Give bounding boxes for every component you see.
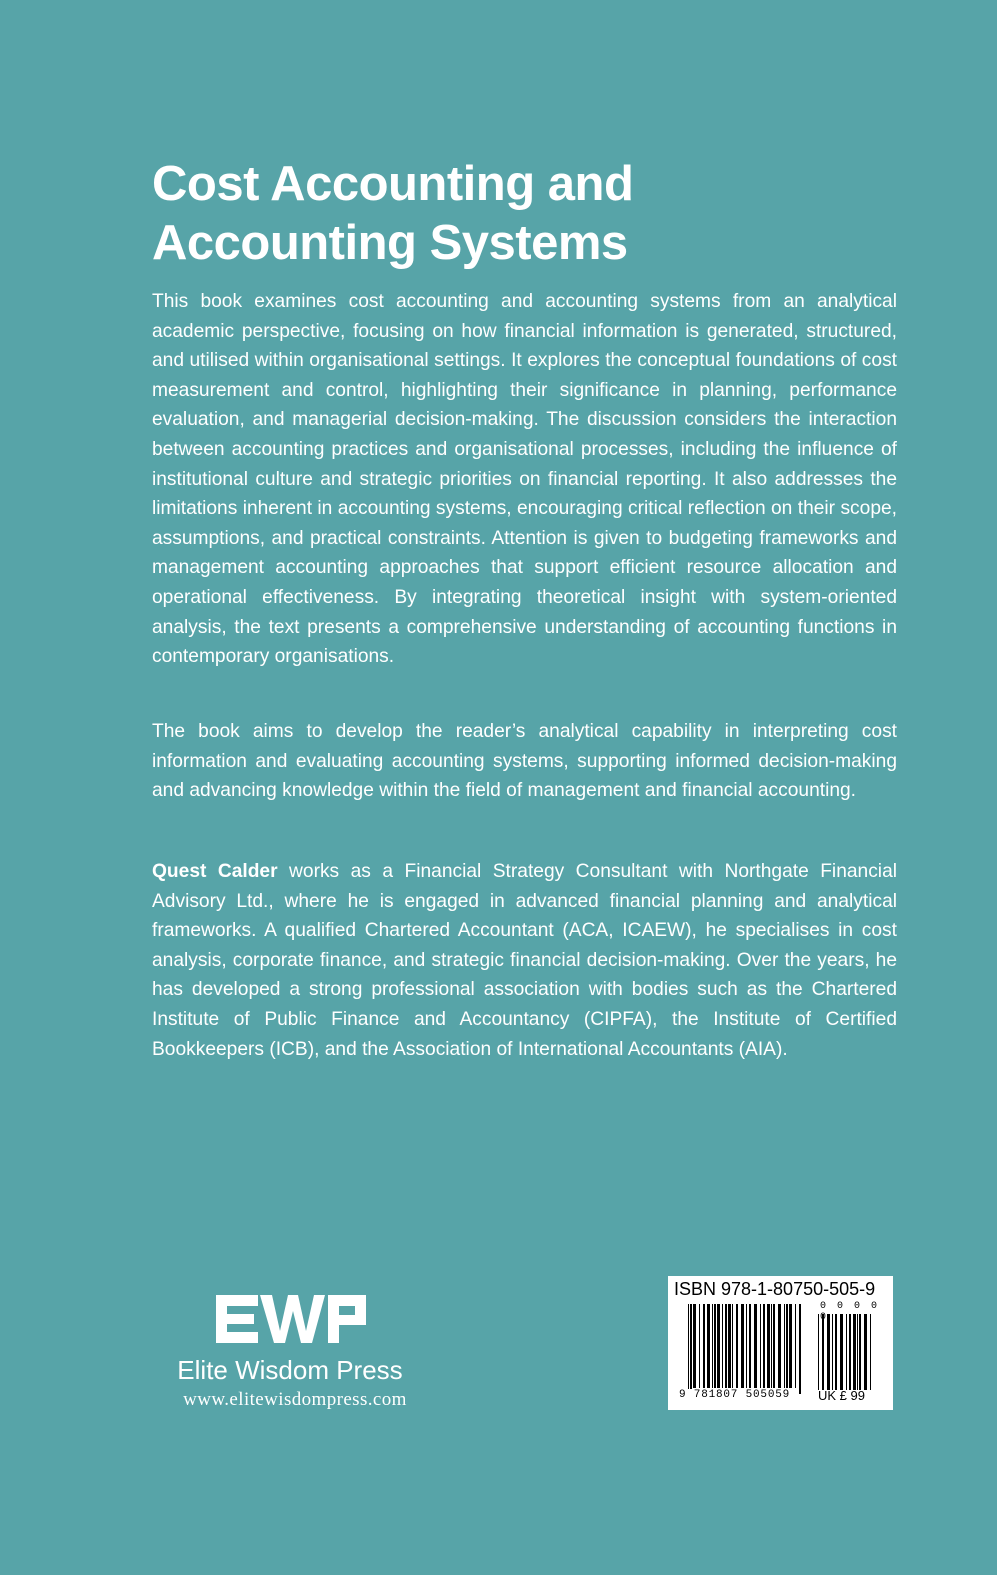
barcode-bar xyxy=(832,1314,833,1390)
barcode-bar xyxy=(795,1304,796,1388)
book-title-line-2: Accounting Systems xyxy=(152,216,628,270)
barcode-bar xyxy=(746,1304,747,1388)
addon-barcode xyxy=(818,1314,871,1390)
barcode-bar xyxy=(725,1304,727,1388)
barcode-bar xyxy=(818,1314,819,1390)
barcode-bar xyxy=(859,1314,861,1390)
barcode-bar xyxy=(714,1304,716,1388)
barcode-bar xyxy=(864,1314,867,1390)
barcode-bar xyxy=(773,1304,775,1388)
barcode-bar xyxy=(846,1314,847,1390)
barcode-addon-digits: 0 0 0 0 0 xyxy=(820,1301,880,1323)
barcode-bar xyxy=(857,1314,858,1390)
barcode-bar xyxy=(712,1304,713,1388)
barcode-bar xyxy=(707,1304,710,1388)
barcode-bar xyxy=(799,1304,801,1394)
barcode-bar xyxy=(853,1314,856,1390)
description-paragraph-2: The book aims to develop the reader’s analytical capability in interpreting cost information and evaluating accounting systems, supporting informed decision-making and advancing knowledge within the field of management and financial accounting. xyxy=(152,721,897,802)
barcode-bar xyxy=(717,1304,720,1388)
publisher-logo xyxy=(150,1293,440,1423)
barcode-bar xyxy=(749,1304,751,1388)
barcode-bar xyxy=(741,1304,744,1388)
barcode-bar xyxy=(690,1304,692,1394)
barcode-bar xyxy=(699,1304,700,1388)
barcode-bar xyxy=(760,1304,761,1388)
book-title xyxy=(152,155,912,273)
barcode-bar xyxy=(728,1304,731,1388)
description-paragraph-1: This book examines cost accounting and accounting systems from an analytical academic perspective, focusing on how financial information is generated, structured, and utilised within organisational settings. It explores the conceptual foundations of cost measurement and control, highlighting their significance in planning, performance evaluation, and managerial decision-making. The discussion considers the interaction between accounting practices and organisational processes, including the influence of institutional culture and strategic priorities on financial reporting. It also addresses the limitations inherent in accounting systems, encouraging critical reflection on their scope, assumptions, and practical constraints. Attention is given to budgeting frameworks and management accounting approaches that support efficient resource allocation and operational effectiveness. By integrating theoretical insight with system-oriented analysis, the text presents a comprehensive understanding of accounting functions in contemporary organisations. xyxy=(152,291,897,668)
barcode-bar xyxy=(722,1304,723,1388)
barcode-bar xyxy=(767,1304,770,1388)
barcode-bar xyxy=(703,1304,705,1388)
book-title-line-1: Cost Accounting and xyxy=(152,157,634,211)
barcode-bar xyxy=(778,1304,781,1388)
isbn-barcode xyxy=(668,1276,893,1410)
barcode-bar xyxy=(840,1314,843,1390)
publisher-url: www.elitewisdompress.com xyxy=(183,1389,407,1410)
barcode-bar xyxy=(771,1304,772,1388)
author-bio xyxy=(152,857,897,1064)
author-name: Quest Calder xyxy=(152,861,278,882)
price-label: UK £ 99 xyxy=(818,1388,865,1403)
barcode-digits: 9 781807 505059 xyxy=(679,1389,791,1401)
publisher-name: Elite Wisdom Press xyxy=(177,1355,403,1385)
barcode-bar xyxy=(732,1304,733,1388)
barcode-bar xyxy=(693,1304,696,1388)
barcode-bar xyxy=(870,1314,871,1390)
barcode-bar xyxy=(835,1314,837,1390)
main-barcode xyxy=(688,1304,801,1394)
barcode-bar xyxy=(754,1304,757,1388)
barcode-bar xyxy=(763,1304,765,1388)
barcode-bar xyxy=(822,1314,824,1390)
author-bio-text: works as a Financial Strategy Consultant with Northgate Financial Advisory Ltd., where he is engaged in advanced financial planning and analytical frameworks. A qualified Chartered Accountant (ACA, ICAEW), he specialises in cost analysis, corporate finance, and strategic financial decision-making. Over the years, he has developed a strong professional association with bodies such as the Chartered Institute of Public Finance and Accountancy (CIPFA), the Institute of Certified Bookkeepers (ICB), and the Association of International Accountants (AIA). xyxy=(152,861,897,1060)
barcode-bar xyxy=(784,1304,785,1388)
barcode-bar xyxy=(688,1304,689,1394)
barcode-bar xyxy=(789,1304,792,1388)
barcode-bar xyxy=(827,1314,830,1390)
isbn-number: ISBN 978-1-80750-505-9 xyxy=(674,1279,876,1299)
barcode-bar xyxy=(736,1304,738,1388)
barcode-bar xyxy=(786,1304,788,1388)
ewp-logo-mark xyxy=(216,1293,366,1347)
barcode-bar xyxy=(849,1314,851,1390)
